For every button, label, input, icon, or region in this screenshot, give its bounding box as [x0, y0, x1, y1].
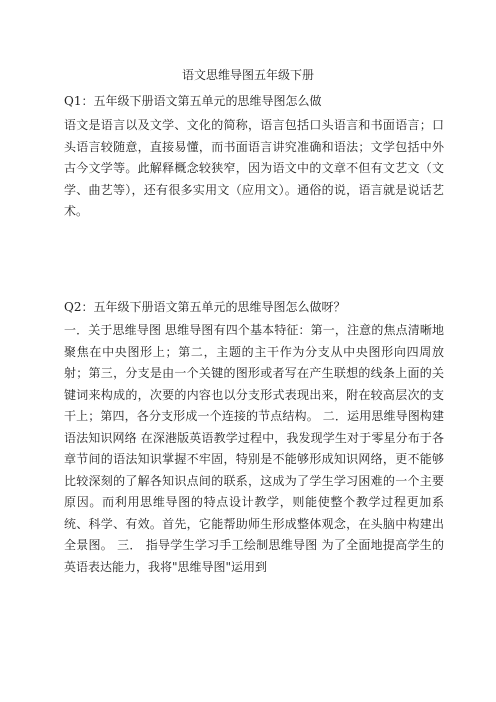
document-title: 语文思维导图五年级下册	[181, 68, 314, 82]
answer-2: 一．关于思维导图 思维导图有四个基本特征：第一，注意的焦点清晰地聚焦在中央图形上；第二，主题的主干作为分支从中央图形向四周放射；第三，分支是由一个关键的图形或者写在产生联想的线条上面的关键词来构成的，次要的内容也以分支形式表现出来，附在较高层次的支干上；第四，各分支形成一个连接的节点结构。 二．运用思维导图构建语法知识网络 在深港版英语教学过程中，我发现学生对于零星分布于各章节间的语法知识掌握不牢固，特别是不能够形成知识网络，更不能够比较深刻的了解各知识点间的联系，这成为了学生学习困难的一个主要原因。而利用思维导图的特点设计教学，则能使整个教学过程更加系统、科学、有效。首先，它能帮助师生形成整体观念，在头脑中构建出全景图。 三． 指导学生学习手工绘制思维导图 为了全面地提高学生的英语表达能力，我将"思维导图"运用到	[64, 323, 444, 574]
question-1: Q1：五年级下册语文第五单元的思维导图怎么做	[64, 94, 322, 108]
answer-1: 语文是语言以及文学、文化的简称，语言包括口头语言和书面语言；口头语言较随意，直接易懂，而书面语言讲究准确和语法；文学包括中外古今文学等。此解释概念较狭窄，因为语文中的文章不但有文艺文（文学、曲艺等），还有很多实用文（应用文）。通俗的说，语言就是说话艺术。	[64, 118, 444, 218]
question-2: Q2：五年级下册语文第五单元的思维导图怎么做呀？	[64, 300, 346, 314]
